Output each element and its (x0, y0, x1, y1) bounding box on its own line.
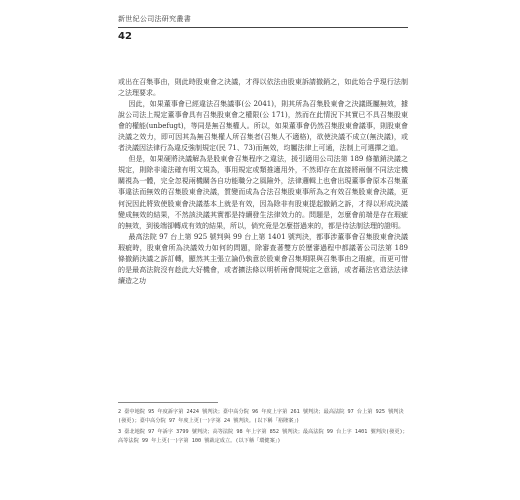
footnotes (118, 408, 408, 448)
paragraph-3: 但是，如果硬將決議解為是股東會召集程序之違法，援引適用公司法第 189 條撤銷決議之規定，則除非違法確有明文規為，事用規定或類推適用外，不然即存在直接將兩個不同法定機關視為一體，完全忽視兩機關各自功能職分之風險外，法律邏輯上也會出現董事會原本召集董事違法而無效的召集股東會決議，質變而成為合法召集股東事所為之有效召集股東會決議，更何況因此將致使股東會決議基本上就是有效，因為除非有股東提起撤銷之訴，才得以形成決議變成無效的結果，不然該決議其實都是持續發生法律效力的。問題是，怎麼會前端是存在瑕疵的無效，到後端卻轉成有效的結果，所以，倘究竟是怎麼搭過來的，都是待法制法理的證明。 (118, 155, 408, 230)
body-text (118, 77, 408, 287)
paragraph-4-text: 最高法院 97 台上第 925 號判與 99 台上第 1401 號判決，都事涉董事會召集股東會決議瑕疵時，股東會所為決議效力如何的問題，除審查著雙方於歷審過程中都議著公司法第 189 條撤銷決議之訴訂轉，顯然其主張立論仍執意於股東會召集期限與召集事由之瑕疵，而更可惜的是最高法院沒有趁此大好機會，或者擴法條以明析兩會間規定之意涵，或者藉法官造法法律續造之功 (118, 232, 408, 285)
footnote-2: 2 臺中地院 95 年度訴字第 2424 號判決；臺中高分院 96 年度上字第 261 號判決；最高法院 97 台上第 925 號判決(發更)；臺中高分院 97 年度上更(一)字第 24 號判決。(以下稱「裕隆案」) (118, 409, 404, 424)
footnote-rule (118, 402, 218, 403)
series-title: 新世紀公司法研究叢書 (118, 15, 191, 23)
paragraph-4 (118, 232, 408, 287)
paragraph-2: 因此，如果董事會已經違法召集議事(公 2041)，則其所為召集股東會之決議既屬無效，據說公司法上規定董事會具有召集股東會之權限(公 171)，然而在此情況下其實已不具召集股東會的權能(unbefugt)，等同是無召集權人。所以，如果董事會仍然召集股東會議事，則股東會決議之效力，即可因其為無召集權人所召集者(召集人不適格)，欲使決議不成立(無決議)，或者決議因法律行為違反強制規定(民 71、73)而無效，均屬法律上可通，法制上可選擇之道。 (118, 100, 408, 153)
paragraph-1: 或出在召集事由，則此時股東會之決議，才得以依法由股東訴請撤銷之，如此始合乎現行法制之法理要求。 (118, 78, 408, 98)
page-header (118, 14, 408, 42)
footnote-3: 3 臺北地院 97 年訴字 3799 號判決；高等法院 98 年上字第 852 號判決；最高法院 99 台上字 1401 號判決(發更)；高等法院 99 年上更(一)字第 100 號裁定成立。(以下稱「環健案」) (118, 429, 408, 444)
header-rule (118, 27, 408, 28)
page-number: 42 (118, 31, 132, 42)
